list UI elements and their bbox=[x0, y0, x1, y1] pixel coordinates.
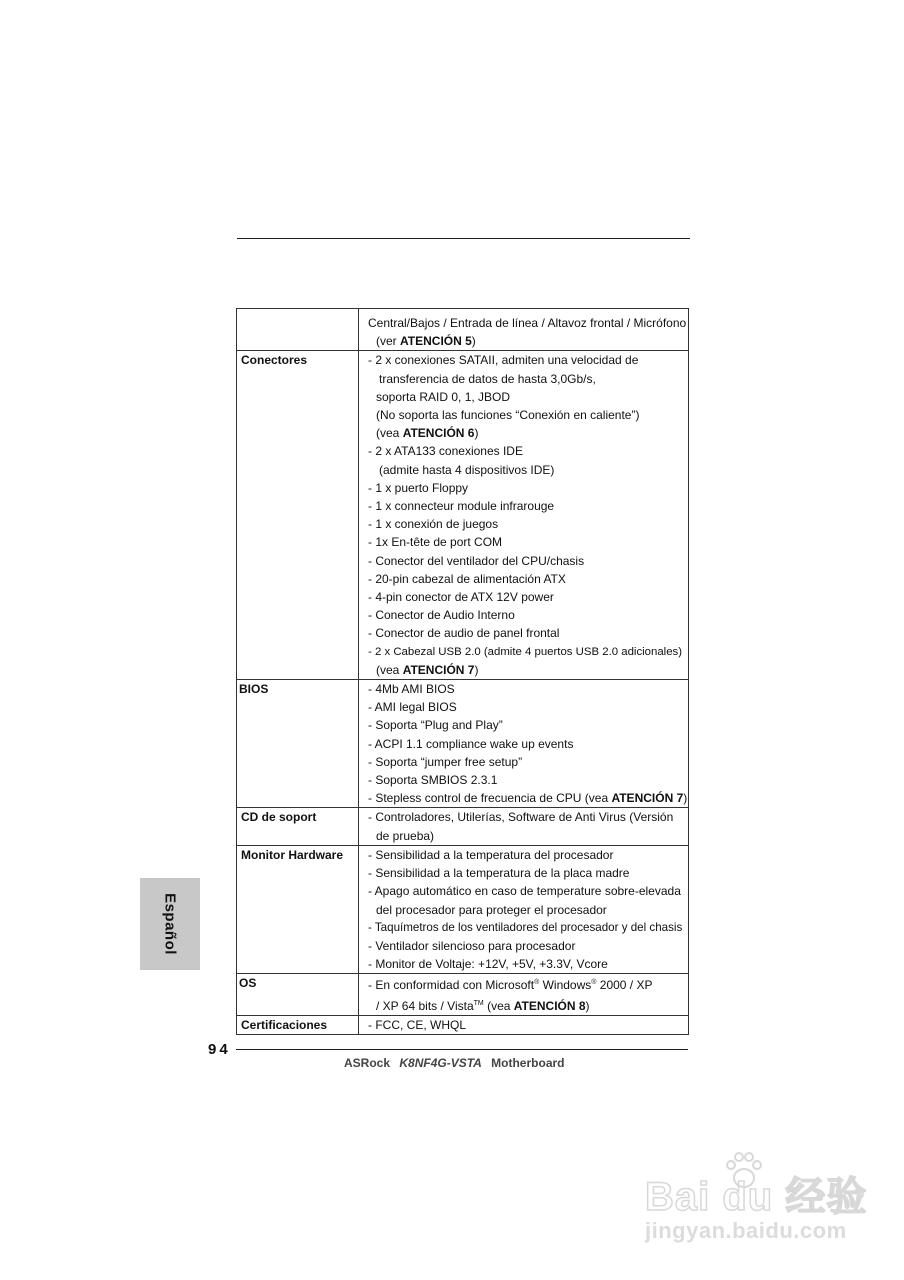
row-content bbox=[359, 351, 689, 680]
spec-line: - Controladores, Utilerías, Software de Anti Virus (Versión bbox=[368, 810, 674, 825]
spec-line: - Taquímetros de los ventiladores del procesador y del chasis bbox=[368, 920, 683, 934]
spec-table bbox=[236, 308, 689, 1035]
watermark-logo: Bai du 经验 bbox=[645, 1175, 868, 1219]
spec-line: - Apago automático en caso de temperature sobre-elevada bbox=[368, 884, 681, 899]
spec-line: - 1 x conexión de juegos bbox=[368, 517, 499, 532]
row-label: OS bbox=[237, 974, 359, 1015]
table-row bbox=[237, 680, 689, 808]
row-content bbox=[359, 974, 689, 1015]
footer-product: Motherboard bbox=[491, 1056, 565, 1070]
spec-line: - AMI legal BIOS bbox=[368, 700, 457, 715]
spec-line: (ver ATENCIÓN 5) bbox=[376, 334, 476, 349]
spec-line: (admite hasta 4 dispositivos IDE) bbox=[379, 462, 555, 477]
row-label: BIOS bbox=[237, 680, 359, 808]
table-row bbox=[237, 1015, 689, 1034]
spec-line: - 4-pin conector de ATX 12V power bbox=[368, 590, 554, 605]
row-content bbox=[359, 309, 689, 351]
spec-line: - 20-pin cabezal de alimentación ATX bbox=[368, 571, 566, 586]
spec-line: - 2 x ATA133 conexiones IDE bbox=[368, 444, 523, 459]
table-row bbox=[237, 808, 689, 845]
spec-line: - Soporta “jumper free setup” bbox=[368, 754, 523, 769]
language-tab bbox=[140, 878, 200, 970]
row-label bbox=[237, 309, 359, 351]
footer-brand: ASRock bbox=[344, 1056, 391, 1070]
spec-line: transferencia de datos de hasta 3,0Gb/s, bbox=[379, 371, 596, 386]
spec-line: - Soporta SMBIOS 2.3.1 bbox=[368, 773, 498, 788]
spec-line: - Soporta “Plug and Play” bbox=[368, 718, 503, 733]
spec-line: - Ventilador silencioso para procesador bbox=[368, 938, 576, 953]
row-label: Conectores bbox=[237, 351, 359, 680]
spec-line: - FCC, CE, WHQL bbox=[368, 1017, 466, 1032]
note-ref: ATENCIÓN 5 bbox=[400, 334, 472, 349]
footer bbox=[344, 1056, 565, 1070]
table-row bbox=[237, 309, 689, 351]
row-content bbox=[359, 680, 689, 808]
spec-line: (No soporta las funciones “Conexión en caliente”) bbox=[376, 408, 640, 423]
spec-line: de prueba) bbox=[376, 828, 435, 843]
spec-line: - En conformidad con Microsoft® Windows® 2000 / XP bbox=[368, 978, 653, 993]
row-content bbox=[359, 808, 689, 845]
bottom-rule bbox=[236, 1049, 688, 1050]
spec-line: - 2 x Cabezal USB 2.0 (admite 4 puertos USB 2.0 adicionales) bbox=[368, 645, 683, 658]
spec-line: - Sensibilidad a la temperatura de la placa madre bbox=[368, 866, 630, 881]
spec-line: del procesador para proteger el procesador bbox=[376, 902, 607, 917]
footer-model: K8NF4G-VSTA bbox=[399, 1056, 482, 1070]
spec-line: - Stepless control de frecuencia de CPU (vea ATENCIÓN 7) bbox=[368, 791, 688, 806]
note-ref: ATENCIÓN 6 bbox=[402, 426, 475, 441]
table-row bbox=[237, 845, 689, 973]
note-ref: ATENCIÓN 7 bbox=[402, 662, 475, 677]
spec-line: / XP 64 bits / Vista™ (vea ATENCIÓN 8) bbox=[376, 998, 590, 1013]
row-label: Monitor Hardware bbox=[237, 845, 359, 973]
page-number: 94 bbox=[208, 1041, 231, 1058]
spec-line: - Conector de Audio Interno bbox=[368, 608, 515, 623]
spec-line: soporta RAID 0, 1, JBOD bbox=[376, 389, 511, 404]
row-label: Certificaciones bbox=[237, 1015, 359, 1034]
spec-line: - 2 x conexiones SATAII, admiten una velocidad de bbox=[368, 353, 639, 368]
language-tab-label: Español bbox=[161, 893, 179, 955]
table-row bbox=[237, 351, 689, 680]
watermark-url: jingyan.baidu.com bbox=[645, 1218, 847, 1243]
spec-line: - 4Mb AMI BIOS bbox=[368, 682, 455, 697]
note-ref: ATENCIÓN 8 bbox=[513, 998, 586, 1013]
spec-line: - ACPI 1.1 compliance wake up events bbox=[368, 736, 574, 751]
table-row bbox=[237, 974, 689, 1015]
row-content bbox=[359, 845, 689, 973]
spec-line: - Sensibilidad a la temperatura del procesador bbox=[368, 847, 614, 862]
spec-line: - Conector de audio de panel frontal bbox=[368, 626, 560, 641]
spec-line: Central/Bajos / Entrada de línea / Altavoz frontal / Micrófono bbox=[368, 316, 687, 330]
spec-line: - 1 x puerto Floppy bbox=[368, 480, 469, 495]
spec-line: (vea ATENCIÓN 6) bbox=[376, 426, 479, 441]
spec-line: - 1 x connecteur module infrarouge bbox=[368, 499, 555, 514]
row-label: CD de soport bbox=[237, 808, 359, 845]
row-content bbox=[359, 1015, 689, 1034]
spec-line: - Conector del ventilador del CPU/chasis bbox=[368, 553, 585, 568]
spec-line: - Monitor de Voltaje: +12V, +5V, +3.3V, Vcore bbox=[368, 957, 608, 972]
note-ref: ATENCIÓN 7 bbox=[611, 791, 684, 806]
top-rule bbox=[237, 238, 690, 239]
watermark bbox=[640, 1140, 870, 1250]
spec-line: - 1x En-tête de port COM bbox=[368, 535, 503, 550]
spec-line: (vea ATENCIÓN 7) bbox=[376, 662, 479, 677]
